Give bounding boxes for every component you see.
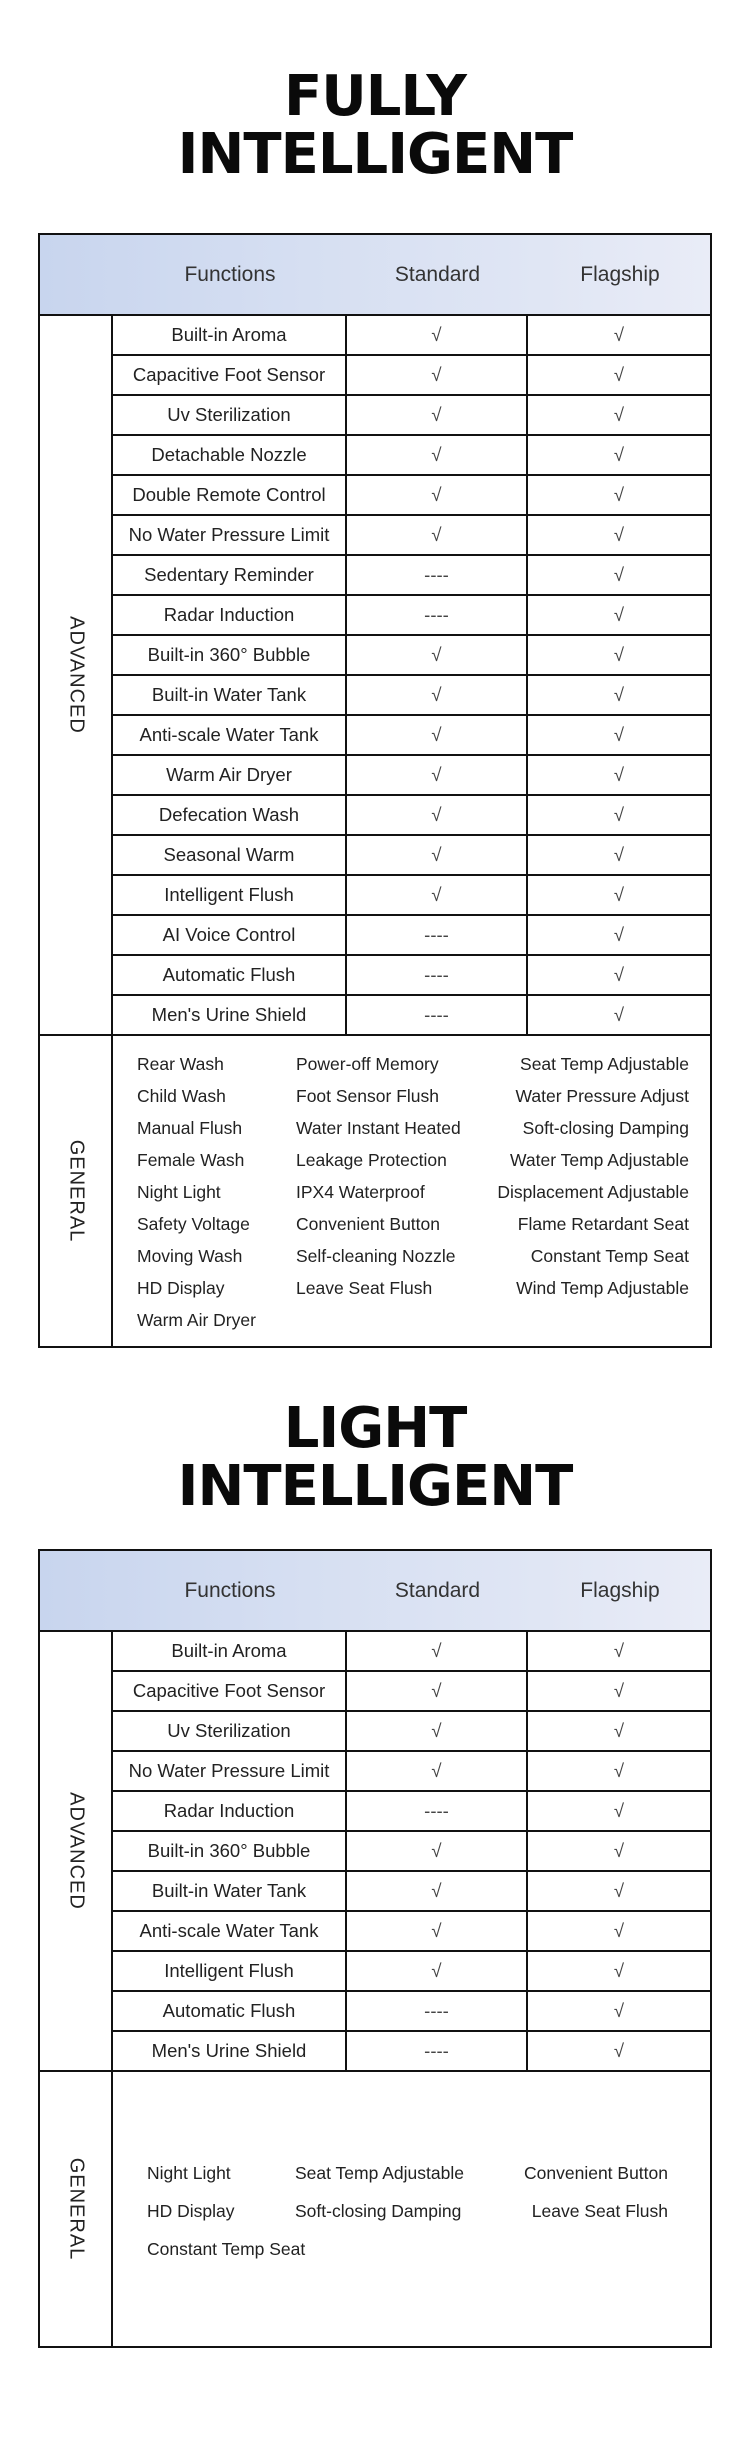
general-feature-item: Night Light [147, 2163, 231, 2183]
function-name: Uv Sterilization [113, 1712, 347, 1750]
flagship-value: √ [613, 444, 625, 465]
table-row [113, 1632, 710, 1672]
advanced-label: ADVANCED [65, 616, 87, 734]
table-row [113, 1712, 710, 1752]
function-name: Capacitive Foot Sensor [113, 356, 347, 394]
standard-value: √ [347, 1952, 528, 1990]
general-label-cell [40, 2072, 113, 2346]
table-row [113, 796, 710, 836]
advanced-section [40, 1632, 710, 2070]
section-title-fully [0, 64, 750, 187]
flagship-value: √ [613, 324, 625, 345]
title-line-2: INTELLIGENT [177, 1454, 573, 1519]
function-name: Intelligent Flush [113, 876, 347, 914]
standard-value: √ [347, 1832, 528, 1870]
flagship-value: √ [613, 484, 625, 505]
general-feature-item: Manual Flush [137, 1118, 243, 1138]
general-feature-item: Soft-closing Damping [295, 2201, 462, 2221]
general-column-2 [295, 2154, 464, 2230]
general-feature-item: Wind Temp Adjustable [516, 1278, 689, 1298]
table-row [113, 636, 710, 676]
standard-value: ---- [347, 996, 528, 1034]
general-features [113, 2072, 710, 2346]
table-row [113, 756, 710, 796]
advanced-label-cell [40, 316, 113, 1034]
flagship-value: √ [613, 404, 625, 425]
flagship-value: √ [613, 924, 625, 945]
flagship-value: √ [613, 364, 625, 385]
flagship-value: √ [613, 1720, 625, 1741]
table-row [113, 996, 710, 1034]
general-column-3 [524, 2154, 668, 2230]
standard-value: ---- [347, 1792, 528, 1830]
flagship-value: √ [613, 964, 625, 985]
general-feature-item: Constant Temp Seat [530, 1246, 689, 1266]
general-feature-item: Moving Wash [137, 1246, 243, 1266]
standard-value: √ [347, 436, 528, 474]
table-row [113, 1872, 710, 1912]
flagship-value: √ [613, 884, 625, 905]
advanced-section [40, 316, 710, 1034]
table-row [113, 956, 710, 996]
standard-value: √ [347, 476, 528, 514]
table-header [40, 1551, 710, 1632]
general-label: GENERAL [65, 1139, 87, 1243]
function-name: Built-in 360° Bubble [113, 1832, 347, 1870]
header-functions: Functions [184, 1579, 276, 1602]
table-row [113, 476, 710, 516]
table-row [113, 2032, 710, 2070]
function-name: Built-in Water Tank [113, 676, 347, 714]
table-row [113, 1672, 710, 1712]
function-name: Built-in Aroma [113, 1632, 347, 1670]
function-name: Intelligent Flush [113, 1952, 347, 1990]
general-label-cell [40, 1036, 113, 1346]
function-name: Anti-scale Water Tank [113, 716, 347, 754]
standard-value: √ [347, 356, 528, 394]
header-standard: Standard [394, 1579, 481, 1602]
general-feature-item: Seat Temp Adjustable [520, 1054, 689, 1074]
table-row [113, 356, 710, 396]
function-name: Radar Induction [113, 1792, 347, 1830]
flagship-value: √ [613, 1680, 625, 1701]
table-row [113, 1792, 710, 1832]
function-name: Seasonal Warm [113, 836, 347, 874]
advanced-label: ADVANCED [65, 1792, 87, 1910]
general-feature-item: Convenient Button [524, 2163, 668, 2183]
standard-value: √ [347, 716, 528, 754]
function-name: Radar Induction [113, 596, 347, 634]
function-name: Automatic Flush [113, 956, 347, 994]
flagship-value: √ [613, 684, 625, 705]
title-line-1: FULLY [284, 64, 466, 129]
general-feature-item: Safety Voltage [137, 1214, 250, 1234]
general-feature-item: Female Wash [137, 1150, 245, 1170]
flagship-value: √ [613, 1760, 625, 1781]
general-feature-item: Water Temp Adjustable [510, 1150, 689, 1170]
header-standard: Standard [394, 263, 481, 286]
function-name: Anti-scale Water Tank [113, 1912, 347, 1950]
general-features [113, 1036, 710, 1346]
standard-value: √ [347, 676, 528, 714]
function-name: AI Voice Control [113, 916, 347, 954]
table-row [113, 1952, 710, 1992]
standard-value: √ [347, 516, 528, 554]
standard-value: ---- [347, 1992, 528, 2030]
standard-value: ---- [347, 2032, 528, 2070]
general-feature-item: Soft-closing Damping [522, 1118, 689, 1138]
general-feature-item: Displacement Adjustable [497, 1182, 689, 1202]
table-row [113, 436, 710, 476]
table-row [113, 676, 710, 716]
general-feature-item: Leave Seat Flush [531, 2201, 668, 2221]
flagship-value: √ [613, 1920, 625, 1941]
general-feature-item: Flame Retardant Seat [517, 1214, 689, 1234]
flagship-value: √ [613, 644, 625, 665]
general-section [40, 2070, 710, 2346]
general-column-3 [497, 1048, 689, 1304]
flagship-value: √ [613, 724, 625, 745]
table-row [113, 516, 710, 556]
table-row [113, 1752, 710, 1792]
flagship-value: √ [613, 1880, 625, 1901]
flagship-value: √ [613, 1004, 625, 1025]
flagship-value: √ [613, 2040, 625, 2061]
general-feature-item: Rear Wash [137, 1054, 224, 1074]
general-feature-item: Water Instant Heated [296, 1118, 461, 1138]
table-row [113, 916, 710, 956]
general-feature-item: Constant Temp Seat [147, 2239, 306, 2259]
advanced-rows [113, 1632, 710, 2070]
general-feature-item: Power-off Memory [296, 1054, 439, 1074]
standard-value: ---- [347, 596, 528, 634]
standard-value: √ [347, 1872, 528, 1910]
flagship-value: √ [613, 564, 625, 585]
title-line-2: INTELLIGENT [177, 122, 573, 187]
general-feature-item: Convenient Button [296, 1214, 440, 1234]
table-row [113, 316, 710, 356]
general-feature-item: HD Display [147, 2201, 235, 2221]
flagship-value: √ [613, 2000, 625, 2021]
function-name: Sedentary Reminder [113, 556, 347, 594]
general-feature-item: Leakage Protection [296, 1150, 447, 1170]
general-column-1 [137, 1048, 256, 1336]
general-column-2 [296, 1048, 461, 1304]
flagship-value: √ [613, 804, 625, 825]
general-feature-item: Seat Temp Adjustable [295, 2163, 464, 2183]
flagship-value: √ [613, 1960, 625, 1981]
flagship-value: √ [613, 524, 625, 545]
table-row [113, 396, 710, 436]
general-feature-item: HD Display [137, 1278, 225, 1298]
header-functions: Functions [184, 263, 276, 286]
general-label: GENERAL [65, 2157, 87, 2261]
function-name: No Water Pressure Limit [113, 516, 347, 554]
standard-value: √ [347, 636, 528, 674]
standard-value: √ [347, 1672, 528, 1710]
standard-value: √ [347, 876, 528, 914]
general-feature-item: Self-cleaning Nozzle [296, 1246, 456, 1266]
function-name: Built-in Water Tank [113, 1872, 347, 1910]
standard-value: √ [347, 1752, 528, 1790]
standard-value: √ [347, 1912, 528, 1950]
flagship-value: √ [613, 844, 625, 865]
function-name: Men's Urine Shield [113, 2032, 347, 2070]
table-row [113, 876, 710, 916]
function-name: Warm Air Dryer [113, 756, 347, 794]
standard-value: √ [347, 796, 528, 834]
function-name: Men's Urine Shield [113, 996, 347, 1034]
flagship-value: √ [613, 1840, 625, 1861]
general-feature-item: Warm Air Dryer [137, 1310, 256, 1330]
table-row [113, 596, 710, 636]
standard-value: ---- [347, 556, 528, 594]
comparison-table-fully [38, 233, 712, 1348]
function-name: Detachable Nozzle [113, 436, 347, 474]
function-name: Double Remote Control [113, 476, 347, 514]
header-flagship: Flagship [580, 263, 660, 286]
function-name: Defecation Wash [113, 796, 347, 834]
general-column-1 [147, 2154, 305, 2268]
function-name: Automatic Flush [113, 1992, 347, 2030]
flagship-value: √ [613, 764, 625, 785]
function-name: Uv Sterilization [113, 396, 347, 434]
table-row [113, 1832, 710, 1872]
standard-value: √ [347, 316, 528, 354]
function-name: Capacitive Foot Sensor [113, 1672, 347, 1710]
table-row [113, 1912, 710, 1952]
title-line-1: LIGHT [283, 1396, 467, 1461]
header-flagship: Flagship [580, 1579, 660, 1602]
general-feature-item: Child Wash [137, 1086, 226, 1106]
flagship-value: √ [613, 1640, 625, 1661]
function-name: No Water Pressure Limit [113, 1752, 347, 1790]
general-feature-item: IPX4 Waterproof [296, 1182, 425, 1202]
advanced-label-cell [40, 1632, 113, 2070]
table-row [113, 836, 710, 876]
advanced-rows [113, 316, 710, 1034]
table-row [113, 1992, 710, 2032]
general-feature-item: Night Light [137, 1182, 221, 1202]
standard-value: √ [347, 1632, 528, 1670]
general-section [40, 1034, 710, 1346]
flagship-value: √ [613, 1800, 625, 1821]
standard-value: ---- [347, 916, 528, 954]
comparison-table-light [38, 1549, 712, 2348]
general-feature-item: Water Pressure Adjust [515, 1086, 689, 1106]
standard-value: ---- [347, 956, 528, 994]
standard-value: √ [347, 756, 528, 794]
general-feature-item: Leave Seat Flush [296, 1278, 433, 1298]
table-header [40, 235, 710, 316]
general-feature-item: Foot Sensor Flush [296, 1086, 439, 1106]
standard-value: √ [347, 836, 528, 874]
table-row [113, 556, 710, 596]
table-row [113, 716, 710, 756]
standard-value: √ [347, 1712, 528, 1750]
flagship-value: √ [613, 604, 625, 625]
function-name: Built-in 360° Bubble [113, 636, 347, 674]
function-name: Built-in Aroma [113, 316, 347, 354]
section-title-light [0, 1396, 750, 1519]
standard-value: √ [347, 396, 528, 434]
